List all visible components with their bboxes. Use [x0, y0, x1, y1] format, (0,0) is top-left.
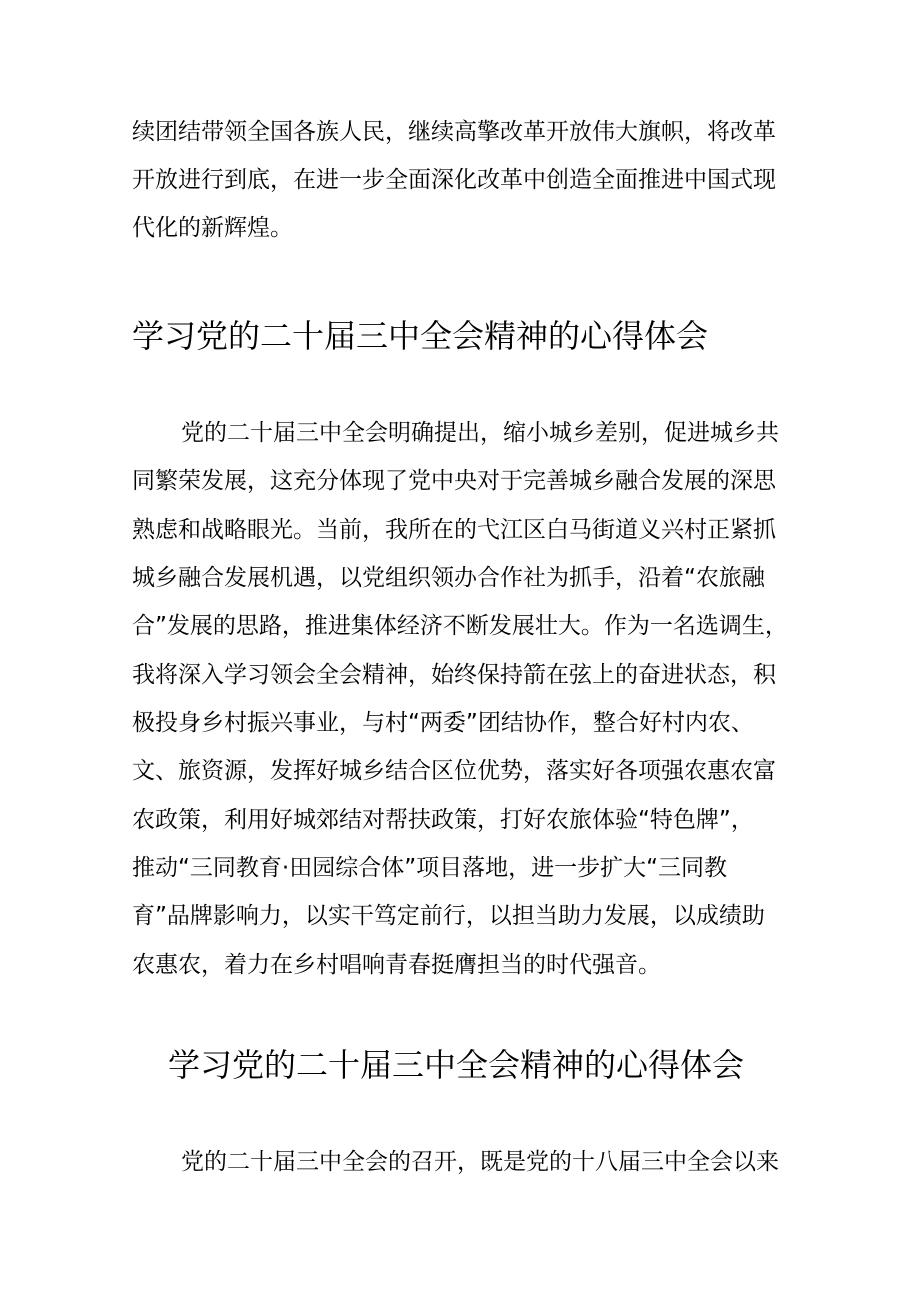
paragraph-line: 党的二十届三中全会明确提出，缩小城乡差别，促进城乡共: [181, 420, 779, 446]
paragraph-line: 农政策，利用好城郊结对帮扶政策，打好农旅体验“特色牌”，: [132, 807, 754, 833]
paragraph-line: 农惠农，着力在乡村唱响青春挺膺担当的时代强音。: [132, 952, 661, 978]
paragraph-line: 党的二十届三中全会的召开，既是党的十八届三中全会以来: [181, 1149, 779, 1175]
paragraph-line: 续团结带领全国各族人民，继续高擎改革开放伟大旗帜，将改革: [132, 119, 776, 145]
paragraph-line: 我将深入学习领会全会精神，始终保持箭在弦上的奋进状态，积: [132, 662, 776, 688]
paragraph-line: 熟虑和战略眼光。当前，我所在的弋江区白马街道义兴村正紧抓: [132, 517, 776, 543]
paragraph-line: 极投身乡村振兴事业，与村“两委”团结协作，整合好村内农、: [132, 710, 754, 736]
paragraph-line: 文、旅资源，发挥好城乡结合区位优势，落实好各项强农惠农富: [132, 758, 776, 784]
paragraph-line: 育”品牌影响力，以实干笃定前行，以担当助力发展，以成绩助: [132, 903, 765, 929]
paragraph-line: 推动“三同教育·田园综合体”项目落地，进一步扩大“三同教: [132, 855, 728, 881]
paragraph-line: 代化的新辉煌。: [132, 215, 293, 241]
paragraph-line: 合”发展的思路，推进集体经济不断发展壮大。作为一名选调生，: [132, 613, 788, 639]
section-title: 学习党的二十届三中全会精神的心得体会: [168, 1046, 745, 1084]
paragraph-line: 城乡融合发展机遇，以党组织领办合作社为抓手，沿着“农旅融: [132, 565, 765, 591]
paragraph-line: 同繁荣发展，这充分体现了党中央对于完善城乡融合发展的深思: [132, 468, 776, 494]
paragraph-line: 开放进行到底，在进一步全面深化改革中创造全面推进中国式现: [132, 167, 776, 193]
section-title: 学习党的二十届三中全会精神的心得体会: [132, 317, 709, 355]
